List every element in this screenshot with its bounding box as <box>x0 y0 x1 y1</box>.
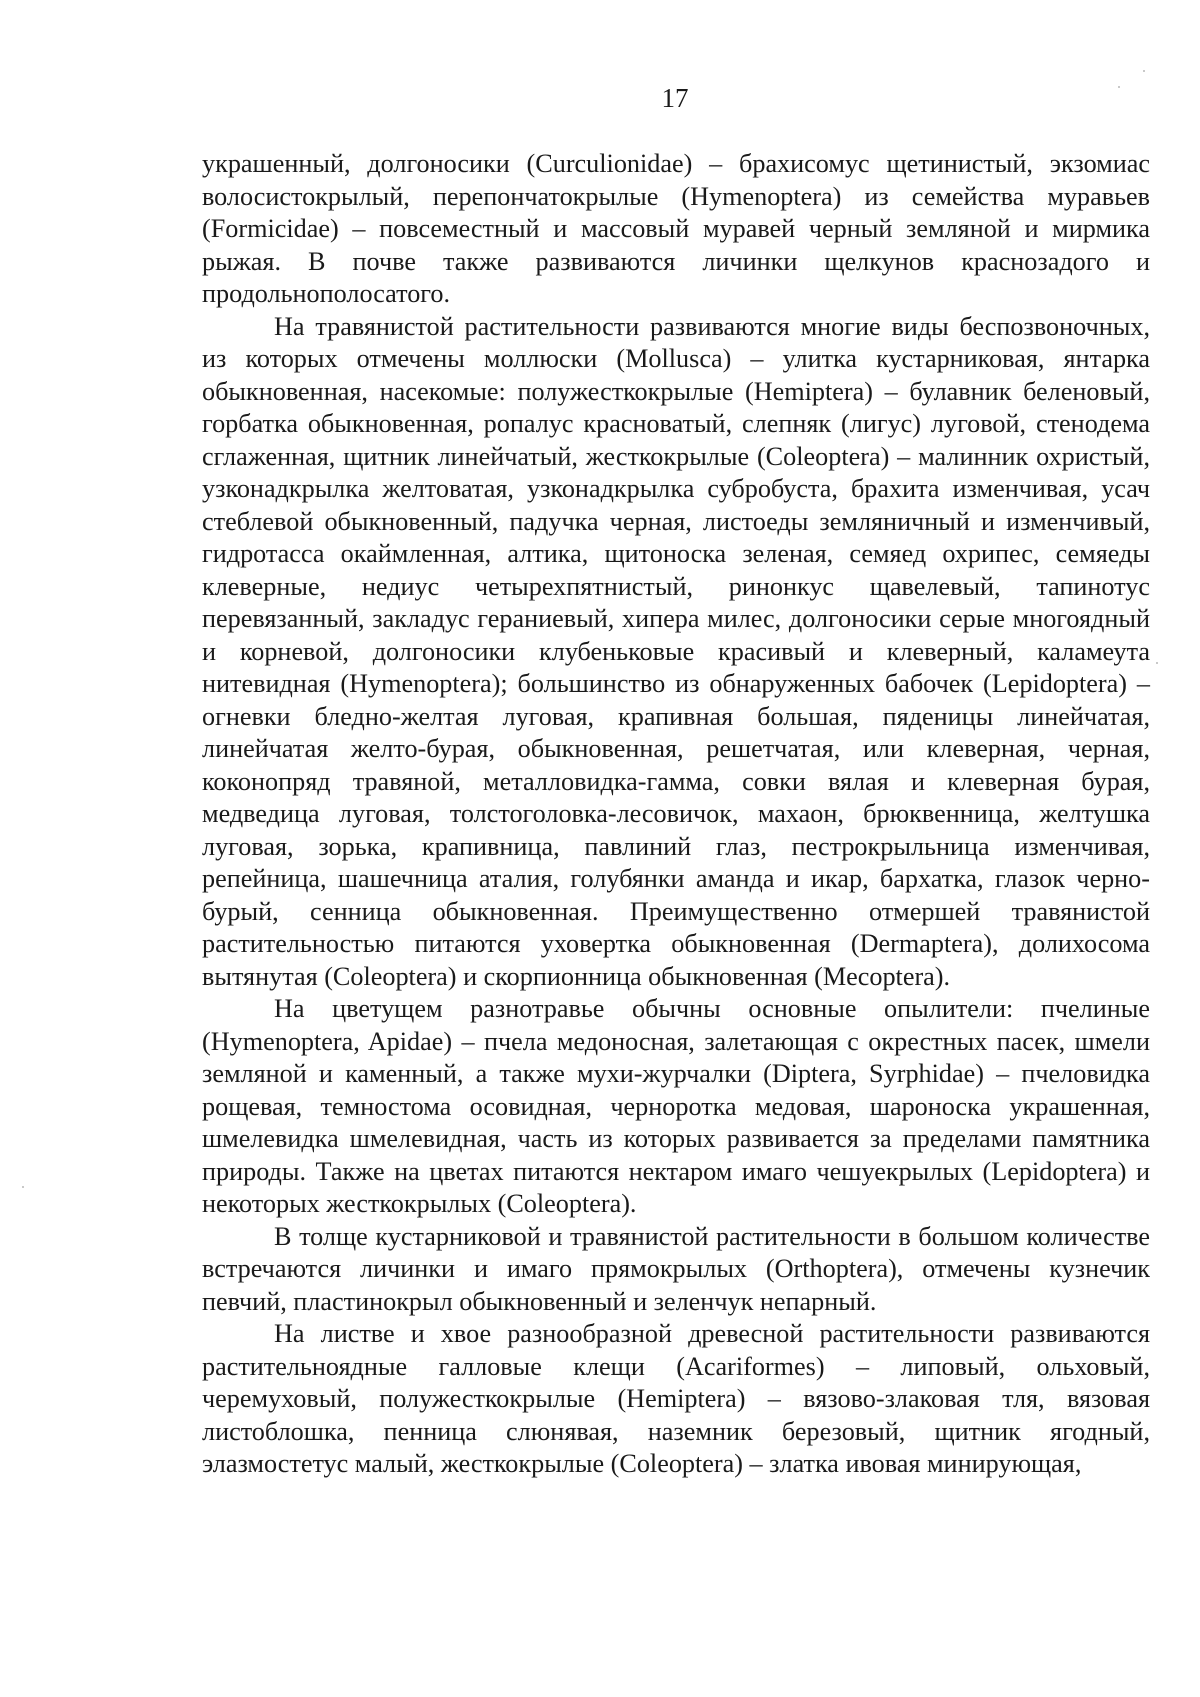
scan-speck <box>1118 86 1120 88</box>
paragraph-continuation: украшенный, долгоносики (Curculionidae) – брахисомус щетинистый, экзомиас волосистокрылый, перепончатокрылые (Hymenoptera) из семейства муравьев (Formicidae) – повсеместный и массовый муравей черный земляной и мирмика рыжая. В почве также развиваются личинки щелкунов краснозадого и продольнополосатого. <box>202 149 1150 308</box>
body-text <box>202 148 1150 1481</box>
scan-speck <box>1143 70 1145 72</box>
scan-speck <box>1156 662 1158 664</box>
scan-speck <box>22 1186 24 1188</box>
page-number: 17 <box>661 83 689 113</box>
paragraph-pollinators: На цветущем разнотравье обычны основные опылители: пчелиные (Hymenoptera, Apidae) – пчела медоносная, залетающая с окрестных пасек, шмели земляной и каменный, а также мухи-журчалки (Diptera, Syrphidae) – пчеловидка рощевая, темностома осовидная, черноротка медовая, шароноска украшенная, шмелевидка шмелевидная, часть из которых развивается за пределами памятника природы. Также на цветах питаются нектаром имаго чешуекрылых (Lepidoptera) и некоторых жесткокрылых (Coleoptera). <box>202 994 1150 1218</box>
paragraph-herbaceous-vegetation: На травянистой растительности развиваются многие виды беспозвоночных, из которых отмечены моллюски (Mollusca) – улитка кустарниковая, янтарка обыкновенная, насекомые: полужесткокрылые (Hemiptera) – булавник беленовый, горбатка обыкновенная, ропалус красноватый, слепняк (лигус) луговой, стенодема сглаженная, щитник линейчатый, жесткокрылые (Coleoptera) – малинник охристый, узконадкрылка желтоватая, узконадкрылка субробуста, брахита изменчивая, усач стеблевой обыкновенный, падучка черная, листоеды земляничный и изменчивый, гидротасса окаймленная, алтика, щитоноска зеленая, семяед охрипес, семяеды клеверные, недиус четырехпятнистый, ринонкус щавелевый, тапинотус перевязанный, закладус гераниевый, хипера милес, долгоносики серые многоядный и корневой, долгоносики клубеньковые красивый и клеверный, каламеута нитевидная (Hymenoptera); большинство из обнаруженных бабочек (Lepidoptera) – огневки бледно-желтая луговая, крапивная большая, пяденицы линейчатая, линейчатая желто-бурая, обыкновенная, решетчатая, или клеверная, черная, коконопряд травяной, металловидка-гамма, совки вялая и клеверная бурая, медведица луговая, толстоголовка-лесовичок, махаон, брюквенница, желтушка луговая, зорька, крапивница, павлиний глаз, пестрокрыльница изменчивая, репейница, шашечница аталия, голубянки аманда и икар, бархатка, глазок черно-бурый, сенница обыкновенная. Преимущественно отмершей травянистой растительностью питаются уховертка обыкновенная (Dermaptera), долихосома вытянутая (Coleoptera) и скорпионница обыкновенная (Mecoptera). <box>202 311 1150 991</box>
paragraph-woody-vegetation: На листве и хвое разнообразной древесной растительности развиваются растительноядные галловые клещи (Acariformes) – липовый, ольховый, черемуховый, полужесткокрылые (Hemiptera) – вязово-злаковая тля, вязовая листоблошка, пенница слюнявая, наземник березовый, щитник ягодный, элазмостетус малый, жесткокрылые (Coleoptera) – златка ивовая минирующая, <box>202 1319 1150 1478</box>
paragraph-orthoptera: В толще кустарниковой и травянистой растительности в большом количестве встречаются личинки и имаго прямокрылых (Orthoptera), отмечены кузнечик певчий, пластинокрыл обыкновенный и зеленчук непарный. <box>202 1221 1150 1316</box>
